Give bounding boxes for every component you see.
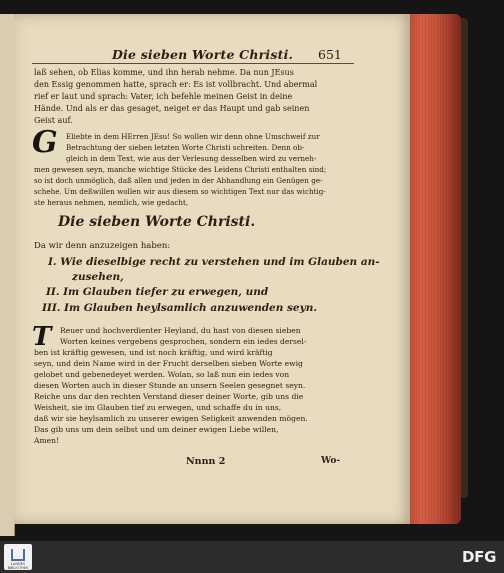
page-number: 651 <box>318 47 342 62</box>
library-logo[interactable] <box>4 544 32 570</box>
text-line: Geist auf. <box>34 116 73 125</box>
list-item: III. Im Glauben heylsamlich anzuwenden seyn. <box>42 302 317 314</box>
text-line: schehe. Um deßwillen wollen wir aus diesem so wichtigen Text nur das wichtig- <box>34 187 326 196</box>
intro-line: Da wir denn anzuzeigen haben: <box>34 241 171 251</box>
text-line: laß sehen, ob Elias komme, und ihn herab nehme. Da nun JEsus <box>34 68 294 77</box>
dfg-logo[interactable]: DFG <box>462 548 497 566</box>
drop-cap: T <box>32 322 52 352</box>
text-line: diesen Worten auch in dieser Stunde an unsern Seelen gesegnet seyn. <box>34 381 306 390</box>
text-line: Hände. Und als er das gesaget, neiget er das Haupt und gab seinen <box>34 104 310 113</box>
text-line: men gewesen seyn, manche wichtige Stücke des Leidens Christi enthalten sind; <box>34 165 327 174</box>
text-line: Das gib uns um dein selbst und um deiner ewigen Liebe willen, <box>34 425 279 434</box>
list-item: II. Im Glauben tiefer zu erwegen, und <box>46 286 269 298</box>
drop-cap: G <box>32 125 58 160</box>
text-line: daß wir sie heylsamlich zu unserer ewigen Seligkeit anwenden mögen. <box>34 414 308 423</box>
text-line: seyn, und dein Name wird in der Frucht derselben sieben Worte ewig <box>34 359 303 368</box>
list-item: I. Wie dieselbige recht zu verstehen und im Glauben an- <box>48 256 380 268</box>
header-rule <box>32 63 354 64</box>
text-line: den Essig genommen hatte, sprach er: Es ist vollbracht. Und abermal <box>34 80 318 89</box>
library-logo-text: LANDES BIBLIOTHEK <box>7 562 29 570</box>
text-line: Eliebte in dem HErren JEsu! So wollen wir denn ohne Umschweif zur <box>66 132 320 141</box>
text-line: ste heraus nehmen, nemlich, wie gedacht, <box>34 198 189 207</box>
text-line: Worten keines vergebens gesprochen, sondern ein iedes dersel- <box>60 337 307 346</box>
text-line: Betrachtung der sieben letzten Worte Christi schreiten. Denn ob- <box>66 143 305 152</box>
text-line: Weisheit, sie im Glauben tief zu erwegen, und schaffe du in uns, <box>34 403 282 412</box>
library-logo-icon <box>11 549 25 561</box>
text-line: so ist doch unmöglich, daß allen und jeden in der Abhandlung ein Genügen ge- <box>34 176 323 185</box>
text-line: Amen! <box>34 436 60 445</box>
page-fore-edge <box>404 14 461 524</box>
section-heading: Die sieben Worte Christi. <box>58 214 256 230</box>
running-title: Die sieben Worte Christi. <box>112 47 294 62</box>
book-page <box>14 14 410 524</box>
text-line: gelobet und gebenedeyet werden. Wolan, so laß nun ein iedes von <box>34 370 290 379</box>
text-line: ben ist kräftig gewesen, und ist noch kräftig, und wird kräftig <box>34 348 273 357</box>
text-line: rief er laut und sprach: Vater, ich befehle meinen Geist in deine <box>34 92 293 101</box>
text-line: Reiche uns dar den rechten Verstand dieser deiner Worte, gib uns die <box>34 392 304 401</box>
viewer-footer <box>0 541 504 573</box>
catchword: Wo- <box>321 456 341 466</box>
signature-mark: Nnnn 2 <box>186 456 226 467</box>
list-item: zusehen, <box>72 271 124 283</box>
adjacent-page-edge <box>0 14 15 536</box>
text-line: gleich in dem Text, wie aus der Verlesung desselben wird zu verneh- <box>66 154 317 163</box>
text-line: Reuer und hochverdienter Heyland, du hast von diesen sieben <box>60 326 301 335</box>
